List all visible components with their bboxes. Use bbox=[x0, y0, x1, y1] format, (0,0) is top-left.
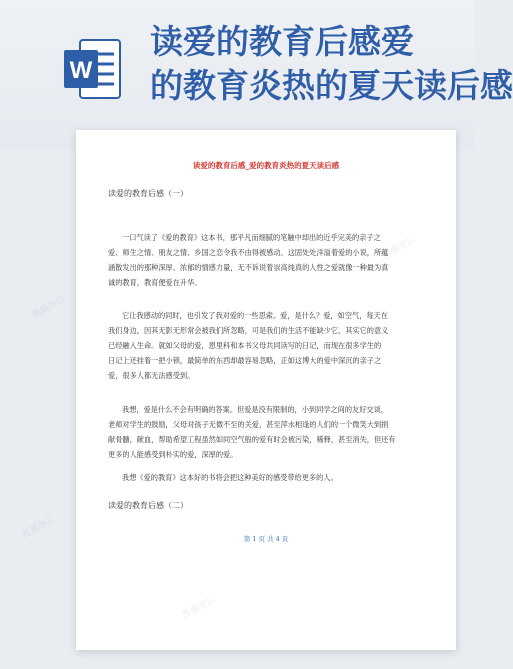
paragraph-line: 爱，很多人都无法感受到。 bbox=[108, 371, 195, 380]
paragraph-line: 日记上还挂着一把小锁，最简单的东西却最容易忽略，正如这博大的爱中深沉的亲子之 bbox=[108, 356, 382, 365]
paragraph-2 bbox=[108, 308, 426, 383]
paragraph-line: 诚的教育，教育便爱在升华。 bbox=[108, 278, 202, 287]
paragraph-line: 我想《爱的教育》这本好的书将会把这种美好的感受带给更多的人。 bbox=[122, 473, 338, 482]
word-document-icon bbox=[62, 36, 124, 102]
paragraph-line: 老师对学生的鼓励，父母对孩子无微不至的关爱，甚至萍水相逢的人们的一个微笑大到捐 bbox=[108, 420, 389, 429]
paragraph-line: 已经融入生命。就如父母的爱，恩里科和本书父母共同读写的日记，而现在很多学生的 bbox=[108, 341, 382, 350]
paragraph-line: 我想，爱是什么不会有明确的答案。但爱是没有限制的，小到同学之间的友好交谈， bbox=[122, 405, 388, 414]
section-heading-1: 读爱的教育后感（一） bbox=[108, 189, 188, 198]
header-banner bbox=[0, 0, 513, 150]
section-heading-2: 读爱的教育后感（二） bbox=[108, 501, 188, 510]
paragraph-1 bbox=[108, 230, 426, 290]
paragraph-line: 更多的人能感受到朴实的爱，深厚的爱。 bbox=[108, 450, 238, 459]
paragraph-line: 一口气读了《爱的教育》这本书，那平凡而细腻的笔触中却出的近乎完美的亲子之 bbox=[122, 233, 381, 242]
paragraph-3 bbox=[108, 402, 426, 462]
paragraph-line: 涵散发出的那种深厚、浓郁的情感力量，无不诉说着崇高纯真的人性之爱就像一种最为真 bbox=[108, 263, 389, 272]
banner-title-line-1: 读爱的教育后感爱 bbox=[150, 22, 414, 61]
watermark: 熊猫办公 bbox=[180, 594, 217, 622]
watermark: 熊猫办公 bbox=[20, 514, 57, 542]
banner-title-line-2: 的教育炎热的夏天读后感 bbox=[150, 66, 513, 105]
paragraph-line: 我们身边，因其无影无形常会被我们所忽略，可是我们的生活不能缺少它，其实它的意义 bbox=[108, 326, 389, 335]
banner-title bbox=[150, 20, 513, 108]
watermark: 熊猫办公 bbox=[380, 234, 417, 262]
page-number: 第 1 页 共 4 页 bbox=[243, 535, 289, 543]
watermark: 熊猫办公 bbox=[30, 294, 67, 322]
paragraph-line: 爱、师生之情、朋友之情、乡国之恋令我不由得被感动。这固处处洋溢着爱的小说，所蕴 bbox=[108, 248, 389, 257]
paragraph-4 bbox=[108, 470, 426, 485]
document-title: 读爱的教育后感_爱的教育炎热的夏天读后感 bbox=[192, 161, 340, 170]
paragraph-line: 它让我感动的同时，也引发了我对爱的一些思索。爱，是什么？爱，如空气，每天在 bbox=[122, 311, 388, 320]
document-page bbox=[76, 130, 456, 650]
paragraph-line: 献骨髓，献血，帮助希望工程虽然如同空气般的爱有时会被污染，稀释，甚至消失，但还有 bbox=[108, 435, 396, 444]
logo-letter: W bbox=[69, 57, 93, 84]
